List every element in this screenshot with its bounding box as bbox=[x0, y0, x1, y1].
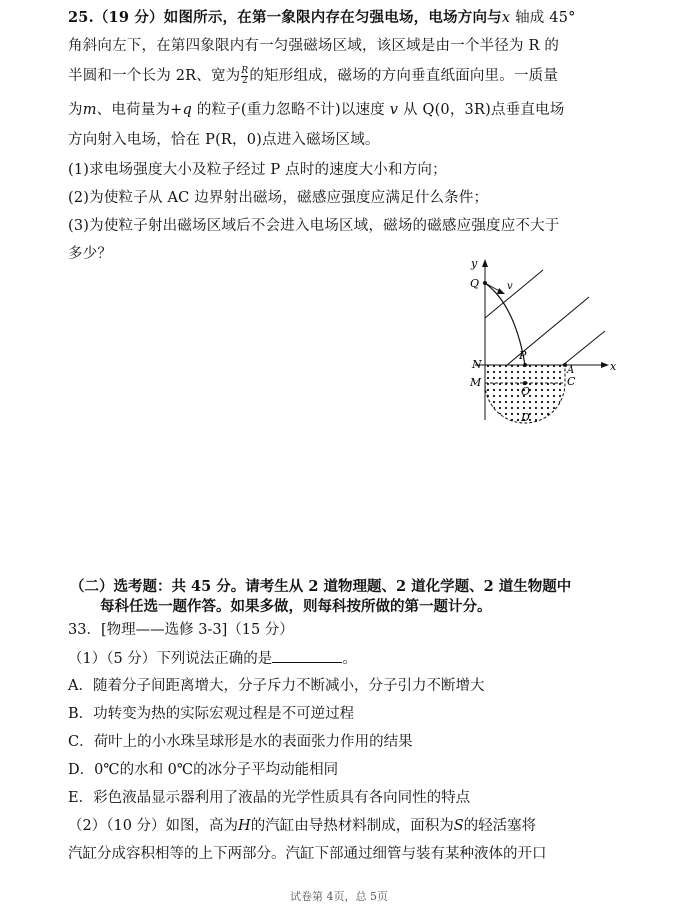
label-v: v bbox=[507, 281, 513, 292]
option-b-text: B．功转变为热的实际宏观过程是不可逆过程 bbox=[68, 706, 355, 722]
label-m: M bbox=[470, 376, 482, 389]
q25-line-3 bbox=[68, 66, 558, 86]
q25-text-4d: 从 Q(0，3R)点垂直电场 bbox=[402, 102, 565, 118]
option-d-text: D．0℃的水和 0℃的冰分子平均动能相同 bbox=[68, 762, 339, 778]
q25-sub-2-text: (2)为使粒子从 AC 边界射出磁场，磁感应强度应满足什么条件； bbox=[68, 190, 489, 206]
velocity-arrowhead bbox=[497, 288, 505, 294]
option-d bbox=[68, 760, 338, 780]
q33-var-h: H bbox=[238, 818, 251, 834]
section-2-text-1: （二）选考题：共 45 分。请考生从 2 道物理题、2 道化学题、2 道生物题中 bbox=[70, 578, 572, 595]
q33-part-2-text-a: （2）（10 分）如图，高为 bbox=[68, 818, 239, 834]
fraction-numerator: R bbox=[241, 65, 249, 76]
option-a bbox=[68, 676, 484, 696]
option-e bbox=[68, 788, 470, 808]
q25-sub-2 bbox=[68, 188, 488, 208]
label-n: N bbox=[472, 358, 482, 371]
field-line-3 bbox=[563, 331, 605, 365]
q33-part-1-end: 。 bbox=[342, 651, 357, 667]
x-axis-arrow bbox=[601, 362, 609, 368]
section-2-text-2: 每科任选一题作答。如果多做，则每科按所做的第一题计分。 bbox=[100, 598, 492, 615]
label-p: P bbox=[519, 349, 527, 362]
q25-var-q: q bbox=[182, 102, 192, 118]
q33-part-1 bbox=[68, 648, 357, 669]
field-line-1 bbox=[485, 270, 543, 318]
field-diagram bbox=[455, 255, 620, 425]
option-c bbox=[68, 732, 413, 752]
label-a: A bbox=[567, 365, 575, 376]
q25-text-1b: 轴成 45° bbox=[515, 10, 576, 26]
q33-part-2-line-2-text: 汽缸分成容积相等的上下两部分。汽缸下部通过细管与装有某种液体的开口 bbox=[68, 846, 547, 862]
option-e-text: E．彩色液晶显示器利用了液晶的光学性质具有各向同性的特点 bbox=[68, 790, 471, 806]
label-y: y bbox=[471, 257, 478, 270]
section-2-heading-line-2 bbox=[100, 597, 492, 617]
point-q bbox=[483, 281, 487, 285]
q33-part-1-text: （1）（5 分）下列说法正确的是 bbox=[68, 651, 273, 667]
answer-blank bbox=[272, 648, 342, 663]
q25-var-v: v bbox=[389, 102, 399, 118]
q33-part-2 bbox=[68, 816, 536, 836]
fraction-denominator: 2 bbox=[241, 75, 248, 86]
q33-part-2-text-b: 的汽缸由导热材料制成，面积为 bbox=[250, 818, 454, 834]
fraction-r-over-2 bbox=[241, 67, 248, 86]
q25-text-3b: 的矩形组成，磁场的方向垂直纸面向里。一质量 bbox=[249, 68, 559, 84]
q25-sub-3-text: (3)为使粒子射出磁场区域后不会进入电场区域，磁场的磁感应强度应不大于 bbox=[68, 218, 560, 234]
q33-var-s: S bbox=[453, 818, 464, 834]
point-p bbox=[523, 363, 527, 367]
q25-text-4b: 、电荷量为+ bbox=[96, 102, 183, 118]
q33-part-2-text-c: 的轻活塞将 bbox=[463, 818, 537, 834]
label-c: C bbox=[567, 375, 576, 388]
q25-var-m: m bbox=[82, 102, 97, 118]
q25-sub-3 bbox=[68, 216, 560, 236]
q25-line-4 bbox=[68, 100, 564, 120]
page-footer: 试卷第 4页，总 5页 bbox=[290, 890, 388, 903]
option-a-text: A．随着分子间距离增大，分子斥力不断减小，分子引力不断增大 bbox=[68, 678, 485, 694]
q25-text-2: 角斜向左下，在第四象限内有一匀强磁场区域，该区域是由一个半径为 R 的 bbox=[68, 38, 560, 54]
y-axis-arrow bbox=[482, 259, 488, 267]
option-c-text: C．荷叶上的小水珠呈球形是水的表面张力作用的结果 bbox=[68, 734, 413, 750]
label-o: O bbox=[521, 385, 531, 398]
label-d: D bbox=[521, 411, 530, 424]
q33-title bbox=[68, 620, 294, 640]
section-2-heading-line-1 bbox=[70, 577, 571, 597]
q25-line-1 bbox=[68, 8, 576, 28]
q25-sub-3b-text: 多少？ bbox=[68, 246, 113, 262]
option-b bbox=[68, 704, 354, 724]
q25-text-4c: 的粒子(重力忽略不计)以速度 bbox=[196, 102, 385, 118]
q25-var-x: x bbox=[501, 10, 511, 26]
label-x: x bbox=[610, 360, 617, 373]
q25-line-2 bbox=[68, 36, 559, 56]
q25-text-4a: 为 bbox=[68, 102, 83, 118]
q25-sub-3-cont bbox=[68, 244, 112, 264]
q25-text-3a: 半圆和一个长为 2R、宽为 bbox=[68, 68, 241, 84]
q33-part-2-line-2 bbox=[68, 844, 547, 864]
label-q: Q bbox=[470, 277, 480, 290]
q25-text-5: 方向射入电场，恰在 P(R，0)点进入磁场区域。 bbox=[68, 132, 380, 148]
q25-sub-1 bbox=[68, 160, 447, 180]
q25-text-1a: 25.（19 分）如图所示，在第一象限内存在匀强电场，电场方向与 bbox=[68, 9, 502, 26]
q25-sub-1-text: (1)求电场强度大小及粒子经过 P 点时的速度大小和方向； bbox=[68, 162, 447, 178]
q25-line-5 bbox=[68, 130, 380, 150]
q33-title-text: 33．[物理——选修 3-3]（15 分） bbox=[68, 622, 294, 638]
